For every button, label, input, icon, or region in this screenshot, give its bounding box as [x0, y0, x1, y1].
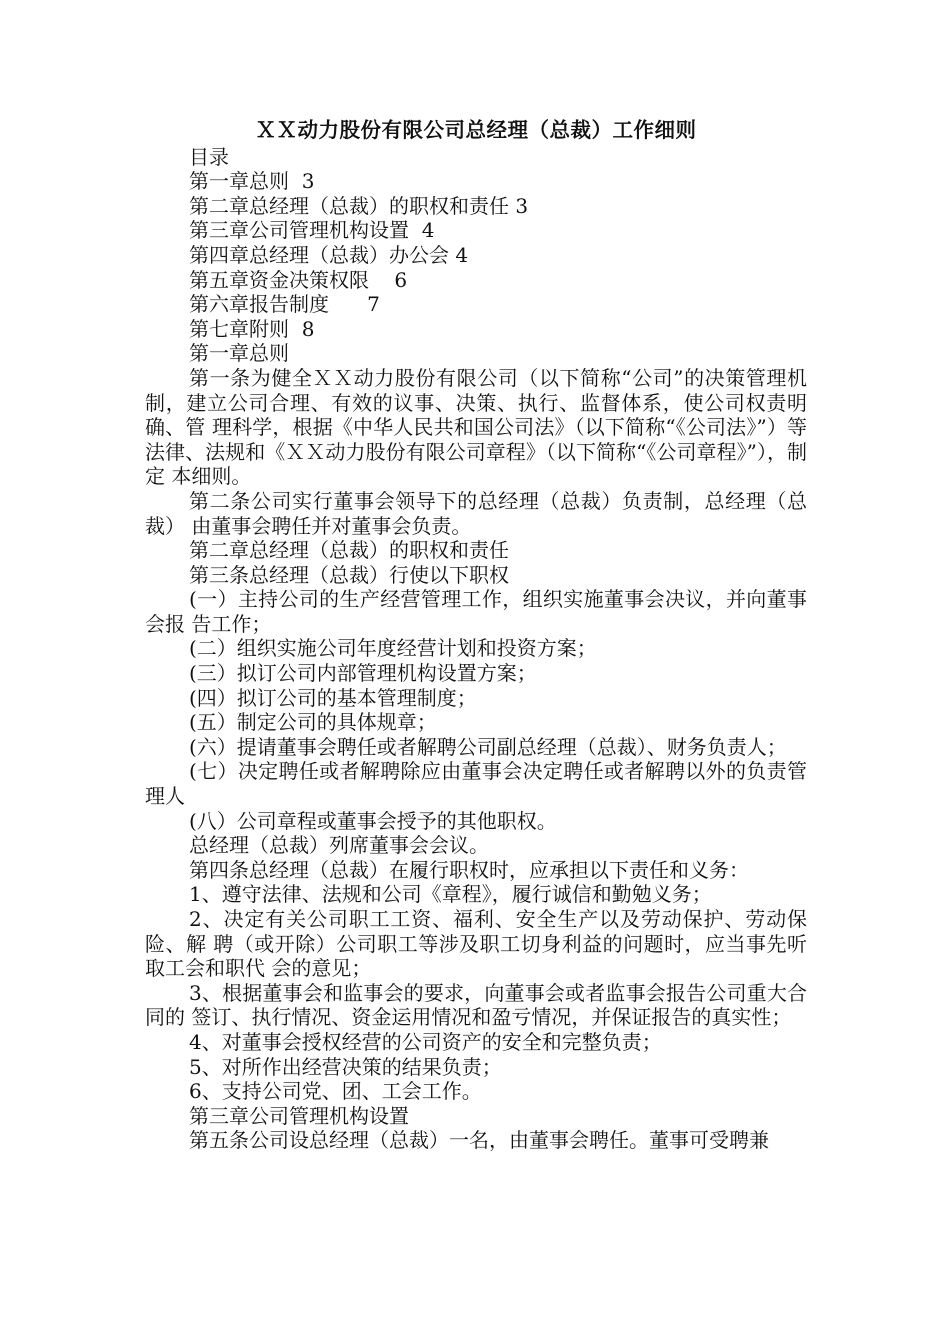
chapter-heading: 第一章总则 — [189, 341, 289, 366]
list-item: 4、对董事会授权经营的公司资产的安全和完整负责； — [189, 1029, 662, 1054]
list-item: 2、决定有关公司职工工资、福利、安全生产以及劳动保护、劳动保险、解 聘（或开除）公司职工等涉及职工切身利益的问题时，应当事先听取工会和职代 会的意见； — [145, 907, 807, 981]
article-paragraph: 第五条公司设总经理（总裁）一名，由董事会聘任。董事可受聘兼 — [189, 1128, 769, 1153]
article-line: 第四条总经理（总裁）在履行职权时，应承担以下责任和义务： — [189, 857, 749, 882]
list-item: (七）决定聘任或者解聘除应由董事会决定聘任或者解聘以外的负责管理人 — [145, 759, 807, 809]
list-item: 1、遵守法律、法规和公司《章程》，履行诚信和勤勉义务； — [189, 882, 712, 907]
document-page — [145, 118, 807, 1153]
document-title: ＸＸ动力股份有限公司总经理（总裁）工作细则 — [255, 118, 697, 142]
toc-item[interactable]: 第二章总经理（总裁）的职权和责任 3 — [189, 193, 529, 218]
list-item: (六）提请董事会聘任或者解聘公司副总经理（总裁）、财务负责人； — [189, 734, 787, 759]
list-item: 3、根据董事会和监事会的要求，向董事会或者监事会报告公司重大合同的 签订、执行情况、资金运用情况和盈亏情况，并保证报告的真实性； — [145, 980, 807, 1030]
toc-item[interactable]: 第一章总则 3 — [189, 169, 315, 194]
toc-heading: 目录 — [189, 144, 229, 169]
toc-item[interactable]: 第七章附则 8 — [189, 316, 315, 341]
list-item: 5、对所作出经营决策的结果负责； — [189, 1054, 502, 1079]
article-line: 第三条总经理（总裁）行使以下职权 — [189, 562, 509, 587]
chapter-heading: 第三章公司管理机构设置 — [189, 1103, 409, 1128]
article-line: 总经理（总裁）列席董事会会议。 — [189, 833, 489, 858]
toc-item[interactable]: 第三章公司管理机构设置 4 — [189, 218, 435, 243]
toc-item[interactable]: 第五章资金决策权限 6 — [189, 267, 408, 292]
list-item: (四）拟订公司的基本管理制度； — [189, 685, 477, 710]
list-item: 6、支持公司党、团、工会工作。 — [189, 1079, 482, 1104]
list-item: (一）主持公司的生产经营管理工作，组织实施董事会决议，并向董事会报 告工作； — [145, 587, 807, 636]
toc-item[interactable]: 第六章报告制度 7 — [189, 292, 380, 317]
list-item: (八）公司章程或董事会授予的其他职权。 — [189, 808, 557, 833]
list-item: (五）制定公司的具体规章； — [189, 710, 437, 735]
list-item: (三）拟订公司内部管理机构设置方案； — [189, 661, 537, 686]
chapter-heading: 第二章总经理（总裁）的职权和责任 — [189, 538, 509, 563]
toc-item[interactable]: 第四章总经理（总裁）办公会 4 — [189, 242, 469, 267]
list-item: (二）组织实施公司年度经营计划和投资方案； — [189, 636, 597, 661]
article-paragraph: 第二条公司实行董事会领导下的总经理（总裁）负责制，总经理（总裁） 由董事会聘任并对董事会负责。 — [145, 488, 807, 538]
article-paragraph: 第一条为健全ＸＸ动力股份有限公司（以下简称“公司”的决策管理机 制，建立公司合理、有效的议事、决策、执行、监督体系，使公司权责明确、管 理科学，根据《中华人民共和国公司法》（以下简称“《公司法》”）等法律、法规和《ＸＸ动力股份有限公司章程》（以下简称“《公司章程》”），制定 本细则。 — [145, 365, 807, 489]
